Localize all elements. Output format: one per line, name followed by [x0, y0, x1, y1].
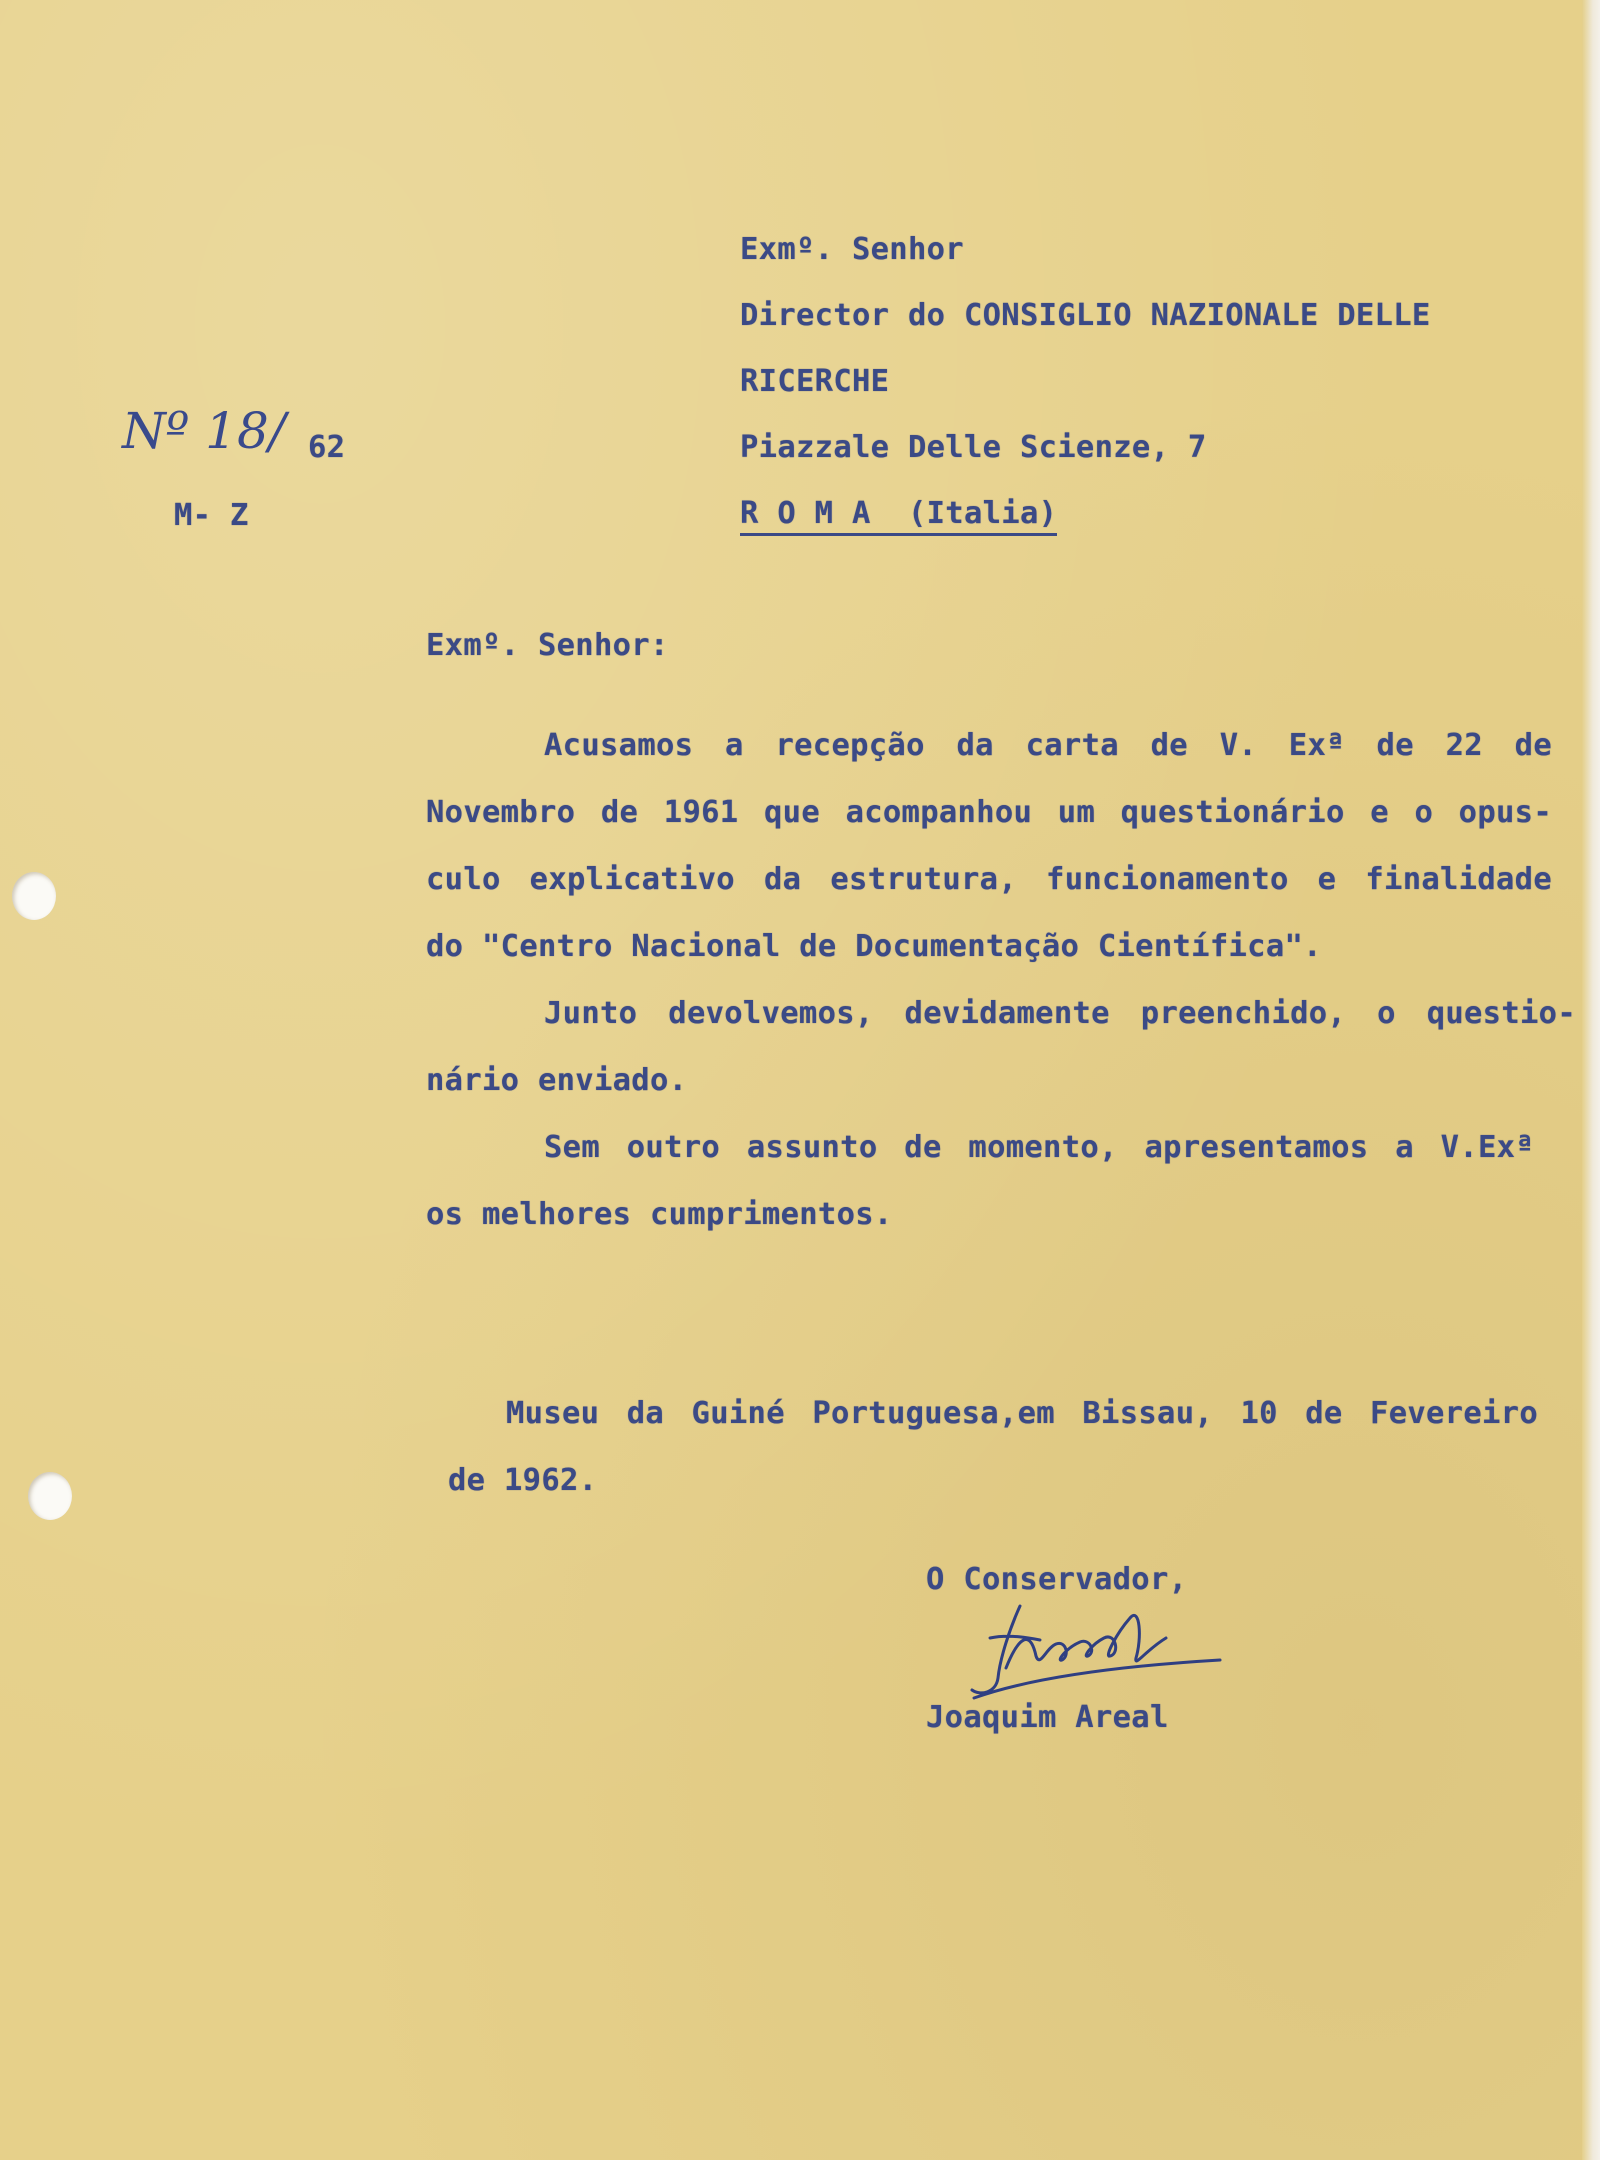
body-paragraph-1 — [426, 712, 1552, 980]
closing-title: O Conservador, — [926, 1562, 1188, 1597]
paragraph-2-line-2: nário enviado. — [426, 1063, 688, 1098]
signatory-name: Joaquim Areal — [926, 1700, 1169, 1735]
paragraph-1-line-1: Acusamos a recepção da carta de V. Exª de 22 de — [544, 728, 1552, 763]
addressee-line-1: Director do CONSIGLIO NAZIONALE DELLE — [740, 298, 1431, 333]
paragraph-1-line-4: do "Centro Nacional de Documentação Científica". — [426, 929, 1322, 964]
addressee-line-2: RICERCHE — [740, 364, 890, 399]
reference-number-year: 62 — [308, 430, 346, 465]
paragraph-1-line-3: culo explicativo da estrutura, funcionamento e finalidade — [426, 862, 1552, 897]
body-paragraph-3 — [426, 1114, 1534, 1248]
punch-hole-top — [12, 872, 56, 920]
paragraph-1-line-2: Novembro de 1961 que acompanhou um questionário e o opus- — [426, 795, 1552, 830]
paper-edge — [1582, 0, 1600, 2160]
place-date-line-2: de 1962. — [448, 1463, 598, 1498]
place-date — [448, 1380, 1538, 1514]
body-paragraph-2 — [426, 980, 1576, 1114]
paragraph-3-line-1: Sem outro assunto de momento, apresentamos a V.Exª — [544, 1130, 1534, 1165]
punch-hole-bottom — [28, 1472, 72, 1520]
greeting: Exmº. Senhor: — [426, 628, 669, 663]
place-date-line-1: Museu da Guiné Portuguesa,em Bissau, 10 de Fevereiro — [506, 1396, 1538, 1431]
addressee-city: R O M A (Italia) — [740, 496, 1057, 536]
handwritten-signature — [970, 1598, 1240, 1708]
paragraph-2-line-1: Junto devolvemos, devidamente preenchido, o questio- — [544, 996, 1576, 1031]
reference-code: M- Z — [174, 498, 249, 533]
paragraph-3-line-2: os melhores cumprimentos. — [426, 1197, 893, 1232]
reference-number-handwritten: Nº 18/ — [122, 402, 286, 460]
addressee-line-3: Piazzale Delle Scienze, 7 — [740, 430, 1207, 465]
addressee-salutation: Exmº. Senhor — [740, 232, 964, 267]
